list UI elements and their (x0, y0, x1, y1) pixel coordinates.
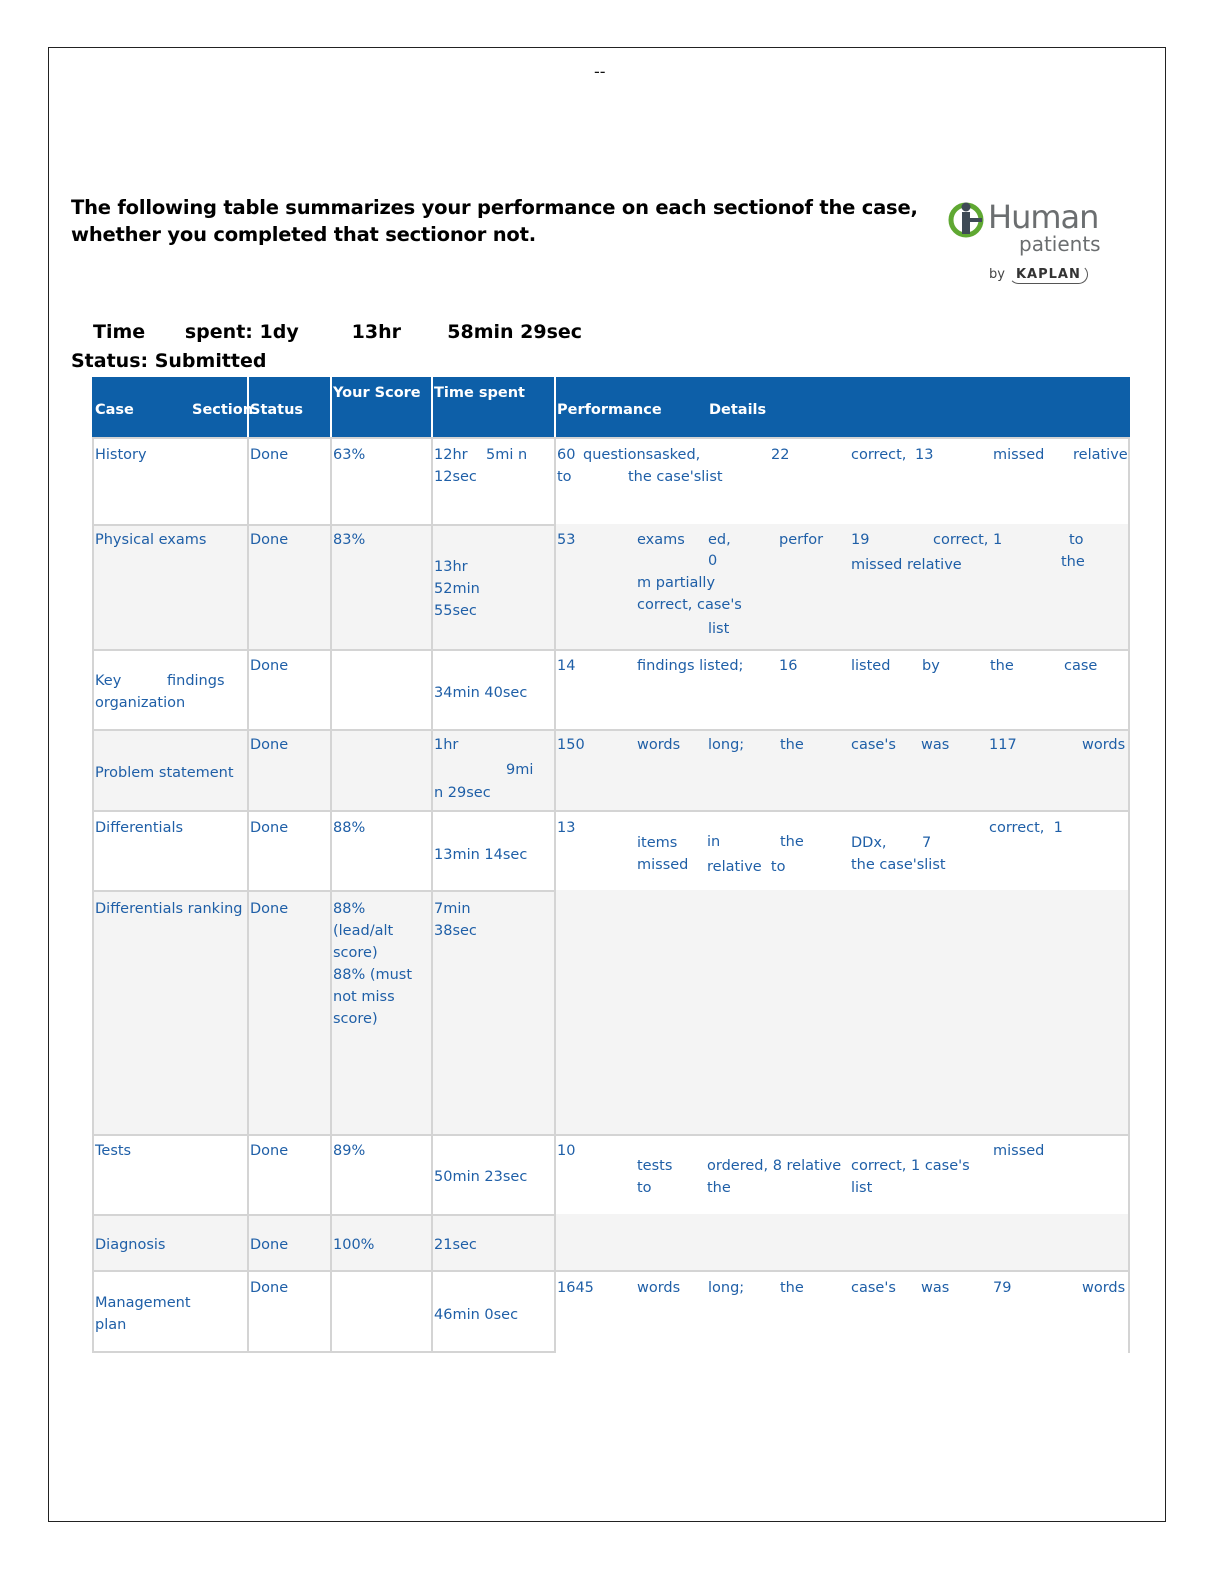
cell-section: Management (95, 1295, 191, 1311)
cell-time: 50min 23sec (434, 1169, 528, 1185)
page-mark: -- (594, 62, 606, 81)
cell-score: score) (333, 1011, 378, 1027)
cell-perf: was (921, 1280, 950, 1296)
cell-section: History (95, 447, 147, 463)
header-performance: Performance (557, 402, 662, 418)
cell-section: Tests (95, 1143, 132, 1159)
header-details: Details (709, 402, 767, 418)
logo-byline (989, 265, 1088, 284)
cell-perf: the (990, 658, 1014, 674)
cell-perf: the (780, 737, 804, 753)
cell-perf: correct, 1 case's (851, 1158, 970, 1174)
cell-time: 46min 0sec (434, 1307, 519, 1323)
cell-section: Differentials (95, 820, 184, 836)
cell-perf: correct, (851, 447, 907, 463)
header-time: Time spent (434, 385, 525, 401)
cell-time: 7min (434, 901, 471, 917)
cell-score: not miss (333, 989, 395, 1005)
cell-score: 88% (must (333, 967, 413, 983)
cell-score: 88% (333, 820, 366, 836)
cell-time: 1hr (434, 737, 459, 753)
cell-perf: findings listed; (637, 658, 744, 674)
cell-perf: 79 (993, 1280, 1012, 1296)
cell-perf: 7 (922, 835, 932, 851)
cell-time: 12hr 5mi n (434, 447, 528, 463)
cell-perf: 0 (708, 553, 718, 569)
cell-time: 38sec (434, 923, 477, 939)
cell-score: 83% (333, 532, 366, 548)
cell-perf: missed (993, 447, 1045, 463)
time-label: Time (93, 321, 146, 343)
header-section: Section (192, 402, 254, 418)
cell-perf: 16 (779, 658, 798, 674)
cell-perf: case's (851, 737, 896, 753)
cell-perf: the case'slist (851, 857, 946, 873)
cell-perf: 13 (557, 820, 576, 836)
cell-perf: missed (993, 1143, 1045, 1159)
header-score: Your Score (333, 385, 421, 401)
cell-status: Done (250, 1280, 289, 1296)
time-hours: 13hr (351, 321, 401, 343)
cell-perf: missed (637, 857, 689, 873)
cell-perf: relative to (707, 859, 786, 875)
cell-score: 89% (333, 1143, 366, 1159)
cell-status: Done (250, 532, 289, 548)
cell-perf: words (637, 737, 681, 753)
cell-time: 9mi (506, 762, 534, 778)
time-spent-line (93, 321, 582, 343)
cell-perf: ed, (708, 532, 731, 548)
cell-perf: 1645 (557, 1280, 594, 1296)
cell-section: Differentials ranking (95, 901, 243, 917)
cell-perf: m partially (637, 575, 716, 591)
cell-perf: 150 (557, 737, 585, 753)
cell-perf: list (708, 621, 730, 637)
cell-perf: perfor (779, 532, 824, 548)
logo-patients-text: patients (1019, 232, 1101, 256)
cell-time: 55sec (434, 603, 477, 619)
table-header (92, 377, 1130, 437)
time-rest: 58min 29sec (447, 321, 583, 343)
logo-kaplan-text: KAPLAN (1009, 265, 1088, 284)
cell-time: 13hr (434, 559, 468, 575)
logo-by-text: by (989, 267, 1005, 282)
cell-perf: words (1082, 1280, 1126, 1296)
cell-perf: the case'slist (628, 469, 723, 485)
cell-perf: words (1082, 737, 1126, 753)
cell-perf: DDx, (851, 835, 887, 851)
cell-time: 12sec (434, 469, 477, 485)
cell-status: Done (250, 1237, 289, 1253)
logo-human-text: Human (988, 198, 1099, 236)
cell-perf: correct, case's (637, 597, 742, 613)
cell-perf: 13 (915, 447, 934, 463)
cell-perf: 53 (557, 532, 576, 548)
cell-perf: correct, 1 (989, 820, 1063, 836)
performance-table (92, 377, 1130, 1353)
cell-status: Done (250, 737, 289, 753)
cell-section: Key (95, 673, 122, 689)
cell-section: Physical exams (95, 532, 207, 548)
cell-time: 21sec (434, 1237, 477, 1253)
cell-section: findings (167, 673, 225, 689)
cell-perf: questionsasked, (583, 447, 701, 463)
cell-score: 63% (333, 447, 366, 463)
cell-section: organization (95, 695, 186, 711)
cell-perf: 60 (557, 447, 576, 463)
cell-perf: case's (851, 1280, 896, 1296)
cell-perf: ordered, 8 relative (707, 1158, 842, 1174)
cell-score: 100% (333, 1237, 375, 1253)
cell-perf: list (851, 1180, 873, 1196)
cell-perf: 19 (851, 532, 870, 548)
cell-score: 88% (333, 901, 366, 917)
ihuman-logo-icon (948, 198, 992, 242)
cell-status: Done (250, 447, 289, 463)
cell-perf: the (780, 834, 804, 850)
header-status: Status (250, 402, 304, 418)
intro-text: The following table summarizes your performance on each sectionof the case, whether you completed that sectionor not. (71, 196, 918, 246)
cell-perf: 22 (771, 447, 790, 463)
status-line: Status: Submitted (71, 350, 267, 372)
cell-perf: 117 (989, 737, 1017, 753)
cell-perf: case (1064, 658, 1098, 674)
cell-status: Done (250, 901, 289, 917)
cell-perf: items (637, 835, 678, 851)
ihuman-logo (948, 198, 1118, 293)
cell-perf: correct, 1 (933, 532, 1003, 548)
cell-section: plan (95, 1317, 127, 1333)
cell-perf: the (1061, 554, 1085, 570)
cell-perf: relative (1073, 447, 1128, 463)
cell-perf: the (780, 1280, 804, 1296)
cell-perf: listed (851, 658, 891, 674)
cell-perf: tests (637, 1158, 673, 1174)
cell-status: Done (250, 658, 289, 674)
cell-time: 52min (434, 581, 480, 597)
time-days: spent: 1dy (184, 321, 299, 343)
cell-perf: to (1069, 532, 1084, 548)
cell-perf: long; (708, 1280, 745, 1296)
cell-time: 34min 40sec (434, 685, 528, 701)
cell-perf: long; (708, 737, 745, 753)
cell-perf: to (557, 469, 572, 485)
cell-perf: 10 (557, 1143, 576, 1159)
header-case: Case (95, 402, 134, 418)
cell-perf: words (637, 1280, 681, 1296)
cell-perf: by (922, 658, 940, 674)
cell-perf: in (707, 834, 721, 850)
cell-perf: to (637, 1180, 652, 1196)
cell-time: 13min 14sec (434, 847, 528, 863)
cell-section: Problem statement (95, 765, 234, 781)
cell-perf: missed relative (851, 557, 962, 573)
cell-status: Done (250, 1143, 289, 1159)
cell-perf: 14 (557, 658, 576, 674)
cell-perf: was (921, 737, 950, 753)
cell-perf: the (707, 1180, 731, 1196)
cell-section: Diagnosis (95, 1237, 166, 1253)
cell-status: Done (250, 820, 289, 836)
cell-time: n 29sec (434, 785, 491, 801)
cell-score: (lead/alt (333, 923, 394, 939)
cell-score: score) (333, 945, 378, 961)
cell-perf: exams (637, 532, 685, 548)
